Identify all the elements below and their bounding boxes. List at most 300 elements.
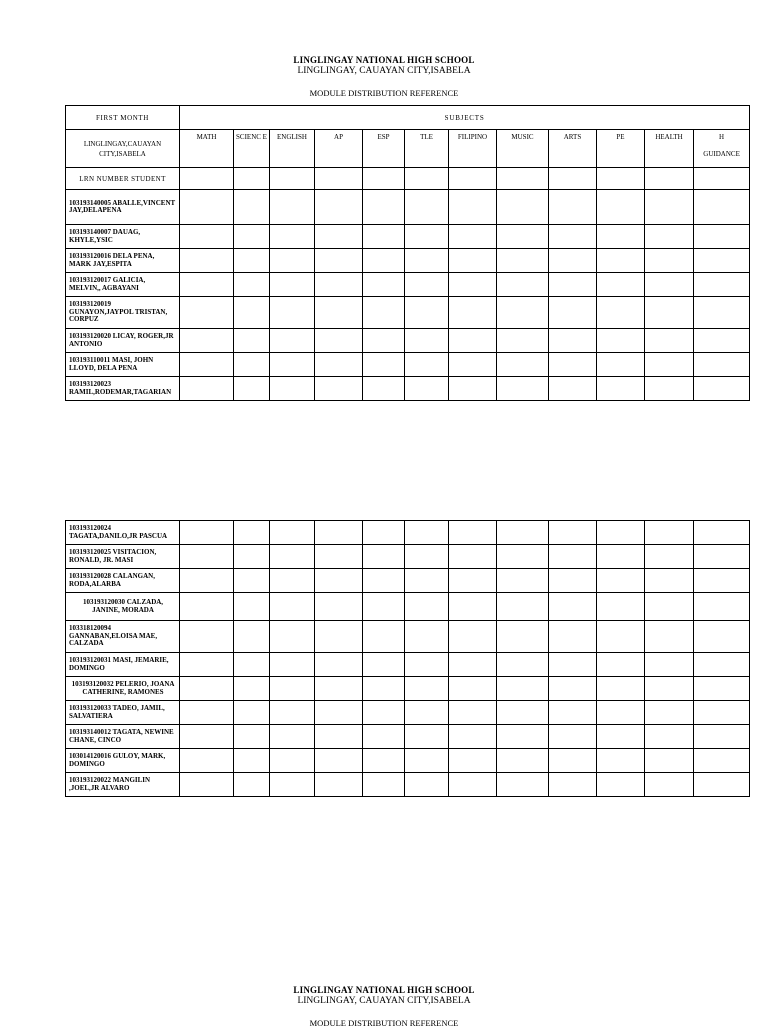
subject-check-cell[interactable] — [405, 353, 449, 377]
subject-check-cell[interactable] — [405, 329, 449, 353]
subject-check-cell[interactable] — [597, 677, 645, 701]
subject-check-cell[interactable] — [315, 545, 363, 569]
document-header — [0, 55, 768, 99]
student-lrn-name: 103193120023 RAMIL,RODEMAR,TAGARIAN — [66, 377, 180, 401]
subject-check-cell[interactable] — [315, 653, 363, 677]
subject-check-cell[interactable] — [363, 190, 405, 225]
subject-check-cell[interactable] — [234, 225, 270, 249]
subject-header: ENGLISH — [270, 130, 315, 168]
subject-check-cell[interactable] — [549, 677, 597, 701]
subject-check-cell[interactable] — [234, 653, 270, 677]
subject-check-cell[interactable] — [363, 297, 405, 329]
subject-check-cell[interactable] — [694, 545, 750, 569]
student-row — [66, 353, 750, 377]
subject-check-cell[interactable] — [363, 377, 405, 401]
subject-check-cell[interactable] — [449, 225, 497, 249]
subject-check-cell[interactable] — [497, 545, 549, 569]
subject-check-cell[interactable] — [549, 653, 597, 677]
subject-check-cell[interactable] — [405, 773, 449, 797]
subject-check-cell[interactable] — [315, 569, 363, 593]
subject-check-cell[interactable] — [694, 225, 750, 249]
subject-check-cell[interactable] — [180, 653, 234, 677]
subject-check-cell[interactable] — [234, 701, 270, 725]
student-lrn-name: 103193120031 MASI, JEMARIE, DOMINGO — [66, 653, 180, 677]
subject-check-cell[interactable] — [597, 773, 645, 797]
subject-check-cell[interactable] — [645, 545, 694, 569]
subject-check-cell[interactable] — [597, 725, 645, 749]
subject-check-cell[interactable] — [597, 353, 645, 377]
subject-check-cell[interactable] — [449, 569, 497, 593]
subject-check-cell[interactable] — [234, 593, 270, 621]
student-lrn-name: 103193120017 GALICIA, MELVIN,, AGBAYANI — [66, 273, 180, 297]
subject-check-cell[interactable] — [449, 621, 497, 653]
subject-check-cell[interactable] — [497, 521, 549, 545]
subject-check-cell[interactable] — [363, 701, 405, 725]
subject-check-cell[interactable] — [694, 749, 750, 773]
subject-check-cell[interactable] — [694, 249, 750, 273]
module-distribution-table — [65, 105, 750, 401]
subject-check-cell[interactable] — [363, 749, 405, 773]
subject-check-cell[interactable] — [234, 377, 270, 401]
subject-check-cell[interactable] — [270, 297, 315, 329]
blank-cell — [363, 168, 405, 190]
subject-check-cell[interactable] — [449, 249, 497, 273]
subject-check-cell[interactable] — [549, 725, 597, 749]
subject-check-cell[interactable] — [645, 353, 694, 377]
subject-check-cell[interactable] — [597, 593, 645, 621]
subject-check-cell[interactable] — [694, 701, 750, 725]
subject-check-cell[interactable] — [497, 297, 549, 329]
subject-check-cell[interactable] — [549, 773, 597, 797]
subject-check-cell[interactable] — [315, 593, 363, 621]
school-name: LINGLINGAY NATIONAL HIGH SCHOOL — [293, 55, 475, 65]
subject-check-cell[interactable] — [549, 621, 597, 653]
subject-check-cell[interactable] — [449, 190, 497, 225]
subject-check-cell[interactable] — [180, 297, 234, 329]
subject-check-cell[interactable] — [405, 677, 449, 701]
subject-check-cell[interactable] — [405, 190, 449, 225]
subject-check-cell[interactable] — [363, 329, 405, 353]
subject-check-cell[interactable] — [363, 353, 405, 377]
subject-check-cell[interactable] — [694, 273, 750, 297]
student-row — [66, 225, 750, 249]
student-row — [66, 653, 750, 677]
guidance-top-label: H — [719, 133, 725, 141]
subject-check-cell[interactable] — [497, 701, 549, 725]
subject-check-cell[interactable] — [694, 593, 750, 621]
subject-check-cell[interactable] — [449, 521, 497, 545]
subject-check-cell[interactable] — [597, 377, 645, 401]
subject-check-cell[interactable] — [180, 249, 234, 273]
subject-check-cell[interactable] — [597, 225, 645, 249]
subject-check-cell[interactable] — [405, 749, 449, 773]
subject-header: PE — [597, 130, 645, 168]
subject-check-cell[interactable] — [315, 773, 363, 797]
school-name: LINGLINGAY NATIONAL HIGH SCHOOL — [293, 985, 475, 995]
subject-check-cell[interactable] — [694, 621, 750, 653]
subject-check-cell[interactable] — [597, 569, 645, 593]
student-lrn-name: 103193120020 LICAY, ROGER,JR ANTONIO — [66, 329, 180, 353]
subject-check-cell[interactable] — [234, 297, 270, 329]
subject-check-cell[interactable] — [645, 701, 694, 725]
subject-check-cell[interactable] — [180, 329, 234, 353]
subject-check-cell[interactable] — [449, 677, 497, 701]
subject-check-cell[interactable] — [180, 701, 234, 725]
student-lrn-name: 103193120022 MANGILIN ,JOEL,JR ALVARO — [66, 773, 180, 797]
subject-check-cell[interactable] — [180, 521, 234, 545]
subject-check-cell[interactable] — [234, 677, 270, 701]
subject-check-cell[interactable] — [405, 593, 449, 621]
subject-check-cell[interactable] — [180, 545, 234, 569]
subject-check-cell[interactable] — [180, 749, 234, 773]
subject-check-cell[interactable] — [270, 353, 315, 377]
blank-cell — [270, 168, 315, 190]
subject-check-cell[interactable] — [180, 190, 234, 225]
subject-check-cell[interactable] — [315, 677, 363, 701]
subject-check-cell[interactable] — [549, 225, 597, 249]
student-lrn-name: 103193120024 TAGATA,DANILO,JR PASCUA — [66, 521, 180, 545]
subject-check-cell[interactable] — [234, 725, 270, 749]
subject-check-cell[interactable] — [180, 569, 234, 593]
subject-check-cell[interactable] — [645, 297, 694, 329]
subject-check-cell[interactable] — [694, 677, 750, 701]
subject-check-cell[interactable] — [180, 377, 234, 401]
subject-check-cell[interactable] — [180, 773, 234, 797]
student-lrn-name: 103193140007 DAUAG, KHYLE,YSIC — [66, 225, 180, 249]
subject-check-cell[interactable] — [694, 653, 750, 677]
subject-check-cell[interactable] — [405, 621, 449, 653]
blank-cell — [315, 168, 363, 190]
subject-check-cell[interactable] — [363, 569, 405, 593]
document-title: MODULE DISTRIBUTION REFERENCE — [309, 1018, 459, 1028]
student-row — [66, 593, 750, 621]
student-row — [66, 297, 750, 329]
student-row — [66, 569, 750, 593]
student-lrn-name: 103014120016 GULOY, MARK, DOMINGO — [66, 749, 180, 773]
subject-check-cell[interactable] — [497, 653, 549, 677]
subject-check-cell[interactable] — [694, 377, 750, 401]
subject-check-cell[interactable] — [234, 273, 270, 297]
lrn-number-student-header: LRN NUMBER STUDENT — [66, 168, 180, 190]
subject-check-cell[interactable] — [315, 249, 363, 273]
subject-check-cell[interactable] — [597, 329, 645, 353]
next-page-header — [0, 985, 768, 1029]
subject-check-cell[interactable] — [180, 593, 234, 621]
subject-check-cell[interactable] — [405, 725, 449, 749]
subject-check-cell[interactable] — [549, 377, 597, 401]
subject-check-cell[interactable] — [234, 521, 270, 545]
school-address: LINGLINGAY, CAUAYAN CITY,ISABELA — [297, 996, 471, 1006]
subject-check-cell[interactable] — [645, 569, 694, 593]
subject-check-cell[interactable] — [497, 725, 549, 749]
student-lrn-name: 103193110011 MASI, JOHN LLOYD, DELA PENA — [66, 353, 180, 377]
student-row — [66, 273, 750, 297]
student-lrn-name: 103193120030 CALZADA, JANINE, MORADA — [66, 593, 180, 621]
blank-cell — [234, 168, 270, 190]
subject-check-cell[interactable] — [270, 569, 315, 593]
student-row — [66, 545, 750, 569]
subject-check-cell[interactable] — [270, 190, 315, 225]
subject-check-cell[interactable] — [497, 249, 549, 273]
student-lrn-name: 103318120094 GANNABAN,ELOISA MAE, CALZADA — [66, 621, 180, 653]
subject-check-cell[interactable] — [180, 225, 234, 249]
student-row — [66, 749, 750, 773]
subject-check-cell[interactable] — [645, 593, 694, 621]
subject-check-cell[interactable] — [449, 593, 497, 621]
subject-check-cell[interactable] — [694, 329, 750, 353]
subject-check-cell[interactable] — [694, 725, 750, 749]
subject-check-cell[interactable] — [549, 249, 597, 273]
subject-check-cell[interactable] — [405, 249, 449, 273]
subject-check-cell[interactable] — [315, 329, 363, 353]
subject-check-cell[interactable] — [497, 353, 549, 377]
subject-check-cell[interactable] — [597, 521, 645, 545]
subject-check-cell[interactable] — [270, 329, 315, 353]
subject-check-cell[interactable] — [315, 190, 363, 225]
subject-check-cell[interactable] — [405, 653, 449, 677]
subject-check-cell[interactable] — [363, 593, 405, 621]
subject-check-cell[interactable] — [449, 653, 497, 677]
subject-check-cell[interactable] — [234, 773, 270, 797]
subject-check-cell[interactable] — [497, 190, 549, 225]
subject-check-cell[interactable] — [645, 190, 694, 225]
student-row — [66, 725, 750, 749]
student-lrn-name: 103193140012 TAGATA, NEWINE CHANE, CINCO — [66, 725, 180, 749]
subject-check-cell[interactable] — [405, 521, 449, 545]
subject-check-cell[interactable] — [315, 273, 363, 297]
subject-check-cell[interactable] — [694, 190, 750, 225]
subject-check-cell[interactable] — [363, 725, 405, 749]
subject-check-cell[interactable] — [645, 225, 694, 249]
subject-check-cell[interactable] — [234, 621, 270, 653]
subject-check-cell[interactable] — [549, 593, 597, 621]
subject-check-cell[interactable] — [597, 273, 645, 297]
student-row — [66, 377, 750, 401]
subject-check-cell[interactable] — [645, 521, 694, 545]
subject-check-cell[interactable] — [449, 273, 497, 297]
subject-check-cell[interactable] — [549, 353, 597, 377]
subject-check-cell[interactable] — [449, 297, 497, 329]
student-lrn-name: 103193120016 DELA PENA, MARK JAY,ESPITA — [66, 249, 180, 273]
subject-check-cell[interactable] — [597, 297, 645, 329]
blank-cell — [645, 168, 694, 190]
subject-check-cell[interactable] — [270, 653, 315, 677]
subject-check-cell[interactable] — [363, 249, 405, 273]
subject-check-cell[interactable] — [694, 773, 750, 797]
subject-check-cell[interactable] — [315, 621, 363, 653]
subject-check-cell[interactable] — [549, 273, 597, 297]
subject-check-cell[interactable] — [363, 773, 405, 797]
subject-check-cell[interactable] — [497, 569, 549, 593]
student-row — [66, 677, 750, 701]
student-lrn-name: 103193120025 VISITACION, RONALD, JR. MASI — [66, 545, 180, 569]
subject-check-cell[interactable] — [270, 521, 315, 545]
subject-check-cell[interactable] — [180, 273, 234, 297]
subject-check-cell[interactable] — [234, 569, 270, 593]
subject-check-cell[interactable] — [549, 190, 597, 225]
subject-check-cell[interactable] — [363, 621, 405, 653]
blank-cell — [497, 168, 549, 190]
subject-check-cell[interactable] — [645, 329, 694, 353]
subject-check-cell[interactable] — [270, 249, 315, 273]
subject-check-cell[interactable] — [645, 273, 694, 297]
student-lrn-name: 103193120032 PELERIO, JOANA CATHERINE, RAMONES — [66, 677, 180, 701]
document-title: MODULE DISTRIBUTION REFERENCE — [309, 88, 459, 98]
subject-check-cell[interactable] — [549, 329, 597, 353]
subject-check-cell[interactable] — [549, 521, 597, 545]
subject-check-cell[interactable] — [449, 545, 497, 569]
subject-header: MATH — [180, 130, 234, 168]
subject-check-cell[interactable] — [549, 569, 597, 593]
blank-cell — [694, 168, 750, 190]
subject-check-cell[interactable] — [270, 377, 315, 401]
subject-check-cell[interactable] — [549, 545, 597, 569]
subject-check-cell[interactable] — [315, 297, 363, 329]
subject-check-cell[interactable] — [449, 701, 497, 725]
subject-check-cell[interactable] — [497, 593, 549, 621]
school-address: LINGLINGAY, CAUAYAN CITY,ISABELA — [297, 66, 471, 76]
subject-check-cell[interactable] — [645, 677, 694, 701]
module-distribution-table-continued — [65, 520, 750, 797]
subject-check-cell[interactable] — [270, 725, 315, 749]
student-lrn-name: 103193120019 GUNAYON,JAYPOL TRISTAN, CORPUZ — [66, 297, 180, 329]
subject-check-cell[interactable] — [694, 521, 750, 545]
subject-check-cell[interactable] — [405, 701, 449, 725]
subject-check-cell[interactable] — [363, 521, 405, 545]
subject-check-cell[interactable] — [234, 190, 270, 225]
subject-check-cell[interactable] — [449, 353, 497, 377]
subject-check-cell[interactable] — [315, 353, 363, 377]
subject-check-cell[interactable] — [449, 749, 497, 773]
subject-check-cell[interactable] — [645, 653, 694, 677]
subject-check-cell[interactable] — [270, 773, 315, 797]
subject-check-cell[interactable] — [597, 749, 645, 773]
student-row — [66, 621, 750, 653]
subject-check-cell[interactable] — [270, 677, 315, 701]
subject-header: SCIENC E — [234, 130, 270, 168]
subject-check-cell[interactable] — [645, 621, 694, 653]
subject-check-cell[interactable] — [234, 353, 270, 377]
subject-check-cell[interactable] — [694, 353, 750, 377]
subject-check-cell[interactable] — [449, 329, 497, 353]
subject-check-cell[interactable] — [234, 749, 270, 773]
subject-header: AP — [315, 130, 363, 168]
subject-check-cell[interactable] — [270, 273, 315, 297]
blank-cell — [405, 168, 449, 190]
subject-check-cell[interactable] — [270, 701, 315, 725]
subject-check-cell[interactable] — [645, 249, 694, 273]
subject-check-cell[interactable] — [597, 249, 645, 273]
subject-check-cell[interactable] — [363, 273, 405, 297]
student-row — [66, 190, 750, 225]
subject-check-cell[interactable] — [180, 725, 234, 749]
subject-check-cell[interactable] — [497, 377, 549, 401]
subject-check-cell[interactable] — [234, 545, 270, 569]
subject-check-cell[interactable] — [497, 329, 549, 353]
subject-check-cell[interactable] — [234, 329, 270, 353]
subject-check-cell[interactable] — [315, 749, 363, 773]
subject-check-cell[interactable] — [315, 725, 363, 749]
place-label: LINGLINGAY,CAUAYAN CITY,ISABELA — [66, 130, 180, 168]
subject-check-cell[interactable] — [405, 273, 449, 297]
student-lrn-name: 103193120033 TADEO, JAMIL, SALVATIERA — [66, 701, 180, 725]
subject-check-cell[interactable] — [405, 225, 449, 249]
subject-check-cell[interactable] — [405, 569, 449, 593]
subject-check-cell[interactable] — [315, 377, 363, 401]
subject-check-cell[interactable] — [597, 545, 645, 569]
subject-check-cell[interactable] — [597, 653, 645, 677]
subject-check-cell[interactable] — [363, 653, 405, 677]
subject-check-cell[interactable] — [694, 297, 750, 329]
subject-check-cell[interactable] — [645, 773, 694, 797]
subject-check-cell[interactable] — [363, 545, 405, 569]
subject-check-cell[interactable] — [497, 621, 549, 653]
student-row — [66, 773, 750, 797]
subject-check-cell[interactable] — [449, 377, 497, 401]
student-lrn-name: 103193140005 ABALLE,VINCENT JAY,DELAPENA — [66, 190, 180, 225]
student-row — [66, 329, 750, 353]
subject-check-cell[interactable] — [363, 677, 405, 701]
student-row — [66, 521, 750, 545]
subject-check-cell[interactable] — [180, 677, 234, 701]
subject-check-cell[interactable] — [549, 701, 597, 725]
subject-check-cell[interactable] — [270, 593, 315, 621]
subject-check-cell[interactable] — [497, 273, 549, 297]
student-lrn-name: 103193120028 CALANGAN, RODA,ALARBA — [66, 569, 180, 593]
subject-check-cell[interactable] — [270, 225, 315, 249]
subject-check-cell[interactable] — [449, 725, 497, 749]
subject-check-cell[interactable] — [315, 521, 363, 545]
subject-check-cell[interactable] — [270, 749, 315, 773]
subject-check-cell[interactable] — [405, 377, 449, 401]
subject-check-cell[interactable] — [597, 701, 645, 725]
subject-check-cell[interactable] — [449, 773, 497, 797]
subject-check-cell[interactable] — [645, 749, 694, 773]
subject-check-cell[interactable] — [180, 353, 234, 377]
subject-check-cell[interactable] — [645, 725, 694, 749]
subject-check-cell[interactable] — [497, 225, 549, 249]
subject-header: HEALTH — [645, 130, 694, 168]
subject-check-cell[interactable] — [694, 569, 750, 593]
blank-cell — [180, 168, 234, 190]
subject-header: MUSIC — [497, 130, 549, 168]
subject-header: FILIPINO — [449, 130, 497, 168]
subject-check-cell[interactable] — [405, 545, 449, 569]
subject-check-cell[interactable] — [180, 621, 234, 653]
subject-check-cell[interactable] — [405, 297, 449, 329]
subject-check-cell[interactable] — [597, 621, 645, 653]
subject-check-cell[interactable] — [549, 297, 597, 329]
subject-check-cell[interactable] — [497, 773, 549, 797]
subject-check-cell[interactable] — [315, 225, 363, 249]
subject-check-cell[interactable] — [549, 749, 597, 773]
subject-check-cell[interactable] — [234, 249, 270, 273]
first-month-label: FIRST MONTH — [66, 106, 180, 130]
subject-header: ARTS — [549, 130, 597, 168]
blank-cell — [597, 168, 645, 190]
subjects-title: SUBJECTS — [180, 106, 750, 130]
student-row — [66, 701, 750, 725]
subject-check-cell[interactable] — [315, 701, 363, 725]
subject-check-cell[interactable] — [497, 677, 549, 701]
subject-check-cell[interactable] — [645, 377, 694, 401]
subject-check-cell[interactable] — [270, 621, 315, 653]
subject-check-cell[interactable] — [497, 749, 549, 773]
subject-check-cell[interactable] — [597, 190, 645, 225]
subject-check-cell[interactable] — [363, 225, 405, 249]
guidance-label: GUIDANCE — [703, 150, 740, 158]
subject-check-cell[interactable] — [270, 545, 315, 569]
